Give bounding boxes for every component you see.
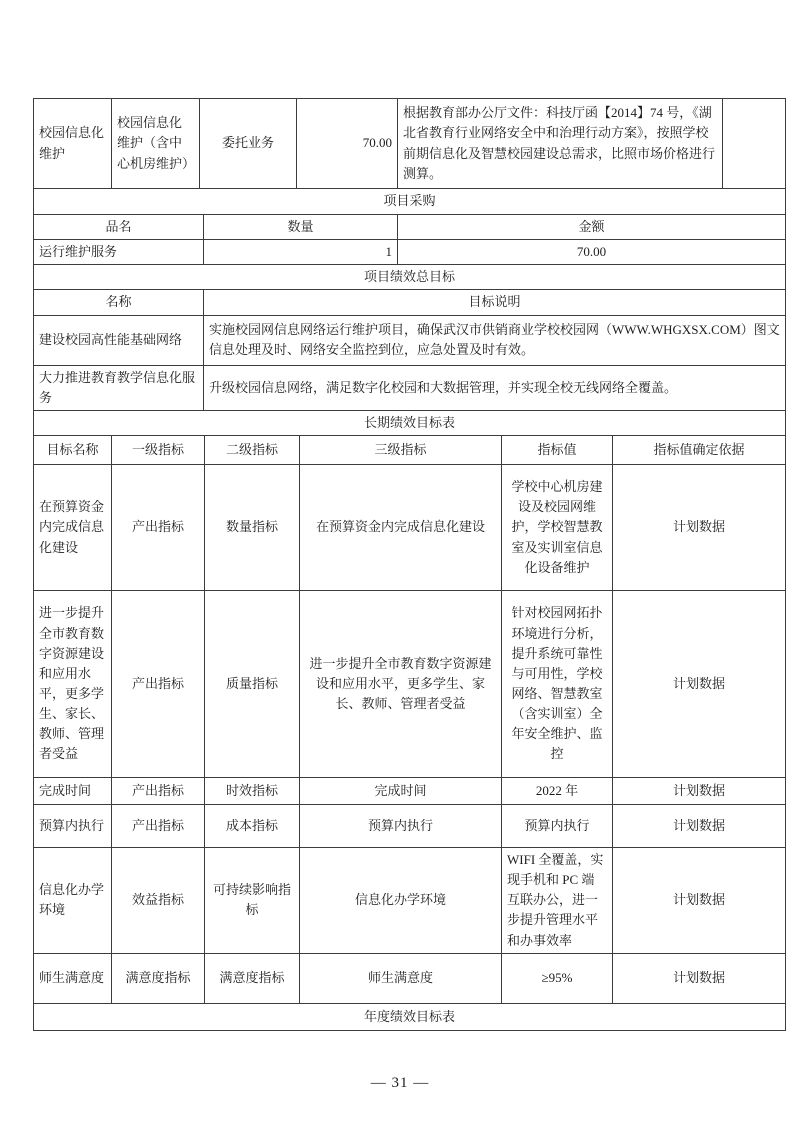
indicator-basis-cell: 计划数据 bbox=[613, 777, 786, 804]
longterm-section-title: 长期绩效目标表 bbox=[34, 410, 786, 435]
indicator-value-cell: 预算内执行 bbox=[502, 804, 613, 847]
level1-indicator-cell: 产出指标 bbox=[112, 464, 205, 590]
level2-indicator-cell: 时效指标 bbox=[205, 777, 300, 804]
table-row bbox=[34, 99, 786, 189]
indicator-value-cell: 针对校园网拓扑环境进行分析，提升系统可靠性与可用性，学校网络、智慧教室（含实训室）全年安全维护、监控 bbox=[502, 590, 613, 777]
longterm-goal-table bbox=[33, 410, 786, 1031]
section-title-row bbox=[34, 189, 786, 215]
empty-cell bbox=[723, 99, 786, 189]
header-row bbox=[34, 435, 786, 464]
table-row bbox=[34, 315, 786, 365]
level1-indicator-cell: 产出指标 bbox=[112, 590, 205, 777]
goal-name-cell: 建设校园高性能基础网络 bbox=[34, 315, 204, 365]
level3-indicator-cell: 在预算资金内完成信息化建设 bbox=[300, 464, 502, 590]
level1-indicator-cell: 产出指标 bbox=[112, 777, 205, 804]
project-name-cell: 校园信息化维护 bbox=[34, 99, 112, 189]
level2-indicator-cell: 质量指标 bbox=[205, 590, 300, 777]
amount-cell: 70.00 bbox=[398, 240, 786, 265]
page-number: — 31 — bbox=[370, 1074, 430, 1091]
column-header-name: 名称 bbox=[34, 290, 204, 315]
indicator-basis-cell: 计划数据 bbox=[613, 464, 786, 590]
section-title-row bbox=[34, 265, 786, 290]
indicator-basis-cell: 计划数据 bbox=[613, 847, 786, 953]
section-title-row bbox=[34, 410, 786, 435]
item-name-cell: 运行维护服务 bbox=[34, 240, 204, 265]
indicator-basis-cell: 计划数据 bbox=[613, 804, 786, 847]
table-row bbox=[34, 777, 786, 804]
level2-indicator-cell: 成本指标 bbox=[205, 804, 300, 847]
goal-name-cell: 进一步提升全市教育数字资源建设和应用水平，更多学生、家长、教师、管理者受益 bbox=[34, 590, 112, 777]
indicator-basis-cell: 计划数据 bbox=[613, 953, 786, 1003]
overall-goal-table bbox=[33, 264, 786, 411]
table-row bbox=[34, 464, 786, 590]
column-header-item-name: 品名 bbox=[34, 215, 204, 240]
sub-project-name-cell: 校园信息化维护（含中心机房维护） bbox=[112, 99, 200, 189]
section-title-row bbox=[34, 1003, 786, 1030]
overall-goal-section-title: 项目绩效总目标 bbox=[34, 265, 786, 290]
procurement-section-title: 项目采购 bbox=[34, 189, 786, 215]
level2-indicator-cell: 可持续影响指标 bbox=[205, 847, 300, 953]
basis-description-cell: 根据教育部办公厅文件：科技厅函【2014】74 号，《湖北省教育行业网络安全中和治理行动方案》，按照学校前期信息化及智慧校园建设总需求，比照市场价格进行测算。 bbox=[398, 99, 723, 189]
table-row bbox=[34, 847, 786, 953]
table-row bbox=[34, 804, 786, 847]
level2-indicator-cell: 数量指标 bbox=[205, 464, 300, 590]
column-header-level3-indicator: 三级指标 bbox=[300, 435, 502, 464]
budget-line-item-table bbox=[33, 98, 786, 189]
level1-indicator-cell: 效益指标 bbox=[112, 847, 205, 953]
table-row bbox=[34, 590, 786, 777]
table-row bbox=[34, 953, 786, 1003]
business-type-cell: 委托业务 bbox=[200, 99, 297, 189]
level3-indicator-cell: 完成时间 bbox=[300, 777, 502, 804]
level1-indicator-cell: 产出指标 bbox=[112, 804, 205, 847]
indicator-value-cell: 2022 年 bbox=[502, 777, 613, 804]
indicator-value-cell: ≥95% bbox=[502, 953, 613, 1003]
goal-name-cell: 完成时间 bbox=[34, 777, 112, 804]
header-row bbox=[34, 290, 786, 315]
goal-name-cell: 信息化办学环境 bbox=[34, 847, 112, 953]
column-header-indicator-value: 指标值 bbox=[502, 435, 613, 464]
table-row bbox=[34, 365, 786, 410]
column-header-goal-name: 目标名称 bbox=[34, 435, 112, 464]
level1-indicator-cell: 满意度指标 bbox=[112, 953, 205, 1003]
level2-indicator-cell: 满意度指标 bbox=[205, 953, 300, 1003]
goal-name-cell: 大力推进教育教学信息化服务 bbox=[34, 365, 204, 410]
column-header-amount: 金额 bbox=[398, 215, 786, 240]
goal-name-cell: 在预算资金内完成信息化建设 bbox=[34, 464, 112, 590]
column-header-quantity: 数量 bbox=[204, 215, 398, 240]
level3-indicator-cell: 信息化办学环境 bbox=[300, 847, 502, 953]
column-header-level2-indicator: 二级指标 bbox=[205, 435, 300, 464]
column-header-indicator-basis: 指标值确定依据 bbox=[613, 435, 786, 464]
indicator-basis-cell: 计划数据 bbox=[613, 590, 786, 777]
level3-indicator-cell: 进一步提升全市教育数字资源建设和应用水平，更多学生、家长、教师、管理者受益 bbox=[300, 590, 502, 777]
quantity-cell: 1 bbox=[204, 240, 398, 265]
level3-indicator-cell: 师生满意度 bbox=[300, 953, 502, 1003]
procurement-table bbox=[33, 188, 786, 265]
header-row bbox=[34, 215, 786, 240]
column-header-level1-indicator: 一级指标 bbox=[112, 435, 205, 464]
amount-cell: 70.00 bbox=[297, 99, 398, 189]
indicator-value-cell: 学校中心机房建设及校园网维护，学校智慧教室及实训室信息化设备维护 bbox=[502, 464, 613, 590]
indicator-value-cell: WIFI 全覆盖，实现手机和 PC 端互联办公，进一步提升管理水平和办事效率 bbox=[502, 847, 613, 953]
goal-description-cell: 实施校园网信息网络运行维护项目，确保武汉市供销商业学校校园网（WWW.WHGXSX.COM）图文信息处理及时、网络安全监控到位，应急处置及时有效。 bbox=[204, 315, 786, 365]
annual-section-title: 年度绩效目标表 bbox=[34, 1003, 786, 1030]
table-row bbox=[34, 240, 786, 265]
column-header-goal-description: 目标说明 bbox=[204, 290, 786, 315]
goal-name-cell: 师生满意度 bbox=[34, 953, 112, 1003]
level3-indicator-cell: 预算内执行 bbox=[300, 804, 502, 847]
goal-name-cell: 预算内执行 bbox=[34, 804, 112, 847]
goal-description-cell: 升级校园信息网络，满足数字化校园和大数据管理，并实现全校无线网络全覆盖。 bbox=[204, 365, 786, 410]
